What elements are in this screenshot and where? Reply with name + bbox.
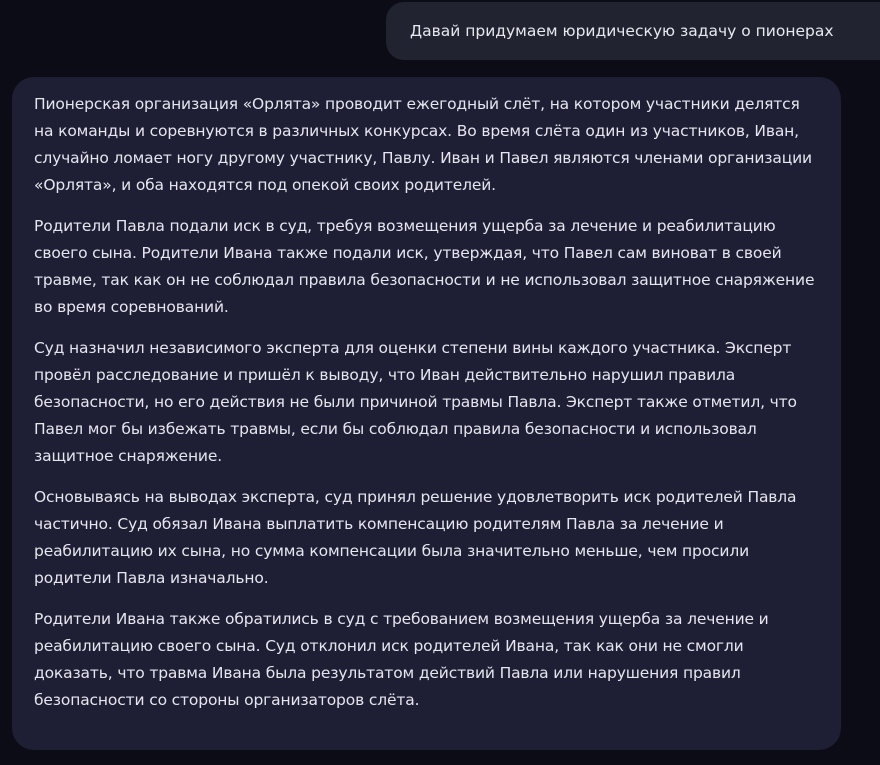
user-message-bubble (386, 2, 880, 60)
assistant-paragraph: Основываясь на выводах эксперта, суд принял решение удовлетворить иск родителей Павла частично. Суд обязал Ивана выплатить компенсацию родителям Павла за лечение и реабилитацию их сына, но сумма компенсации была значительно меньше, чем просили родители Павла изначально. (34, 488, 797, 587)
assistant-paragraph: Пионерская организация «Орлята» проводит ежегодный слёт, на котором участники делятся на команды и соревнуются в различных конкурсах. Во время слёта один из участников, Иван, случайно ломает ногу другому участнику, Павлу. Иван и Павел являются членами организации «Орлята», и оба находятся под опекой своих родителей. (34, 95, 812, 194)
assistant-message-bubble (12, 77, 841, 750)
assistant-paragraph: Родители Ивана также обратились в суд с требованием возмещения ущерба за лечение и реабилитацию своего сына. Суд отклонил иск родителей Ивана, так как они не смогли доказать, что травма Ивана была результатом действий Павла или нарушения правил безопасности со стороны организаторов слёта. (34, 610, 769, 709)
assistant-paragraph: Родители Павла подали иск в суд, требуя возмещения ущерба за лечение и реабилитацию своего сына. Родители Ивана также подали иск, утверждая, что Павел сам виноват в своей травме, так как он не соблюдал правила безопасности и не использовал защитное снаряжение во время соревнований. (34, 217, 815, 316)
user-message-text: Давай придумаем юридическую задачу о пионерах (410, 22, 834, 40)
assistant-paragraph: Суд назначил независимого эксперта для оценки степени вины каждого участника. Эксперт провёл расследование и пришёл к выводу, что Иван действительно нарушил правила безопасности, но его действия не были причиной травмы Павла. Эксперт также отметил, что Павел мог бы избежать травмы, если бы соблюдал правила безопасности и использовал защитное снаряжение. (34, 339, 797, 465)
